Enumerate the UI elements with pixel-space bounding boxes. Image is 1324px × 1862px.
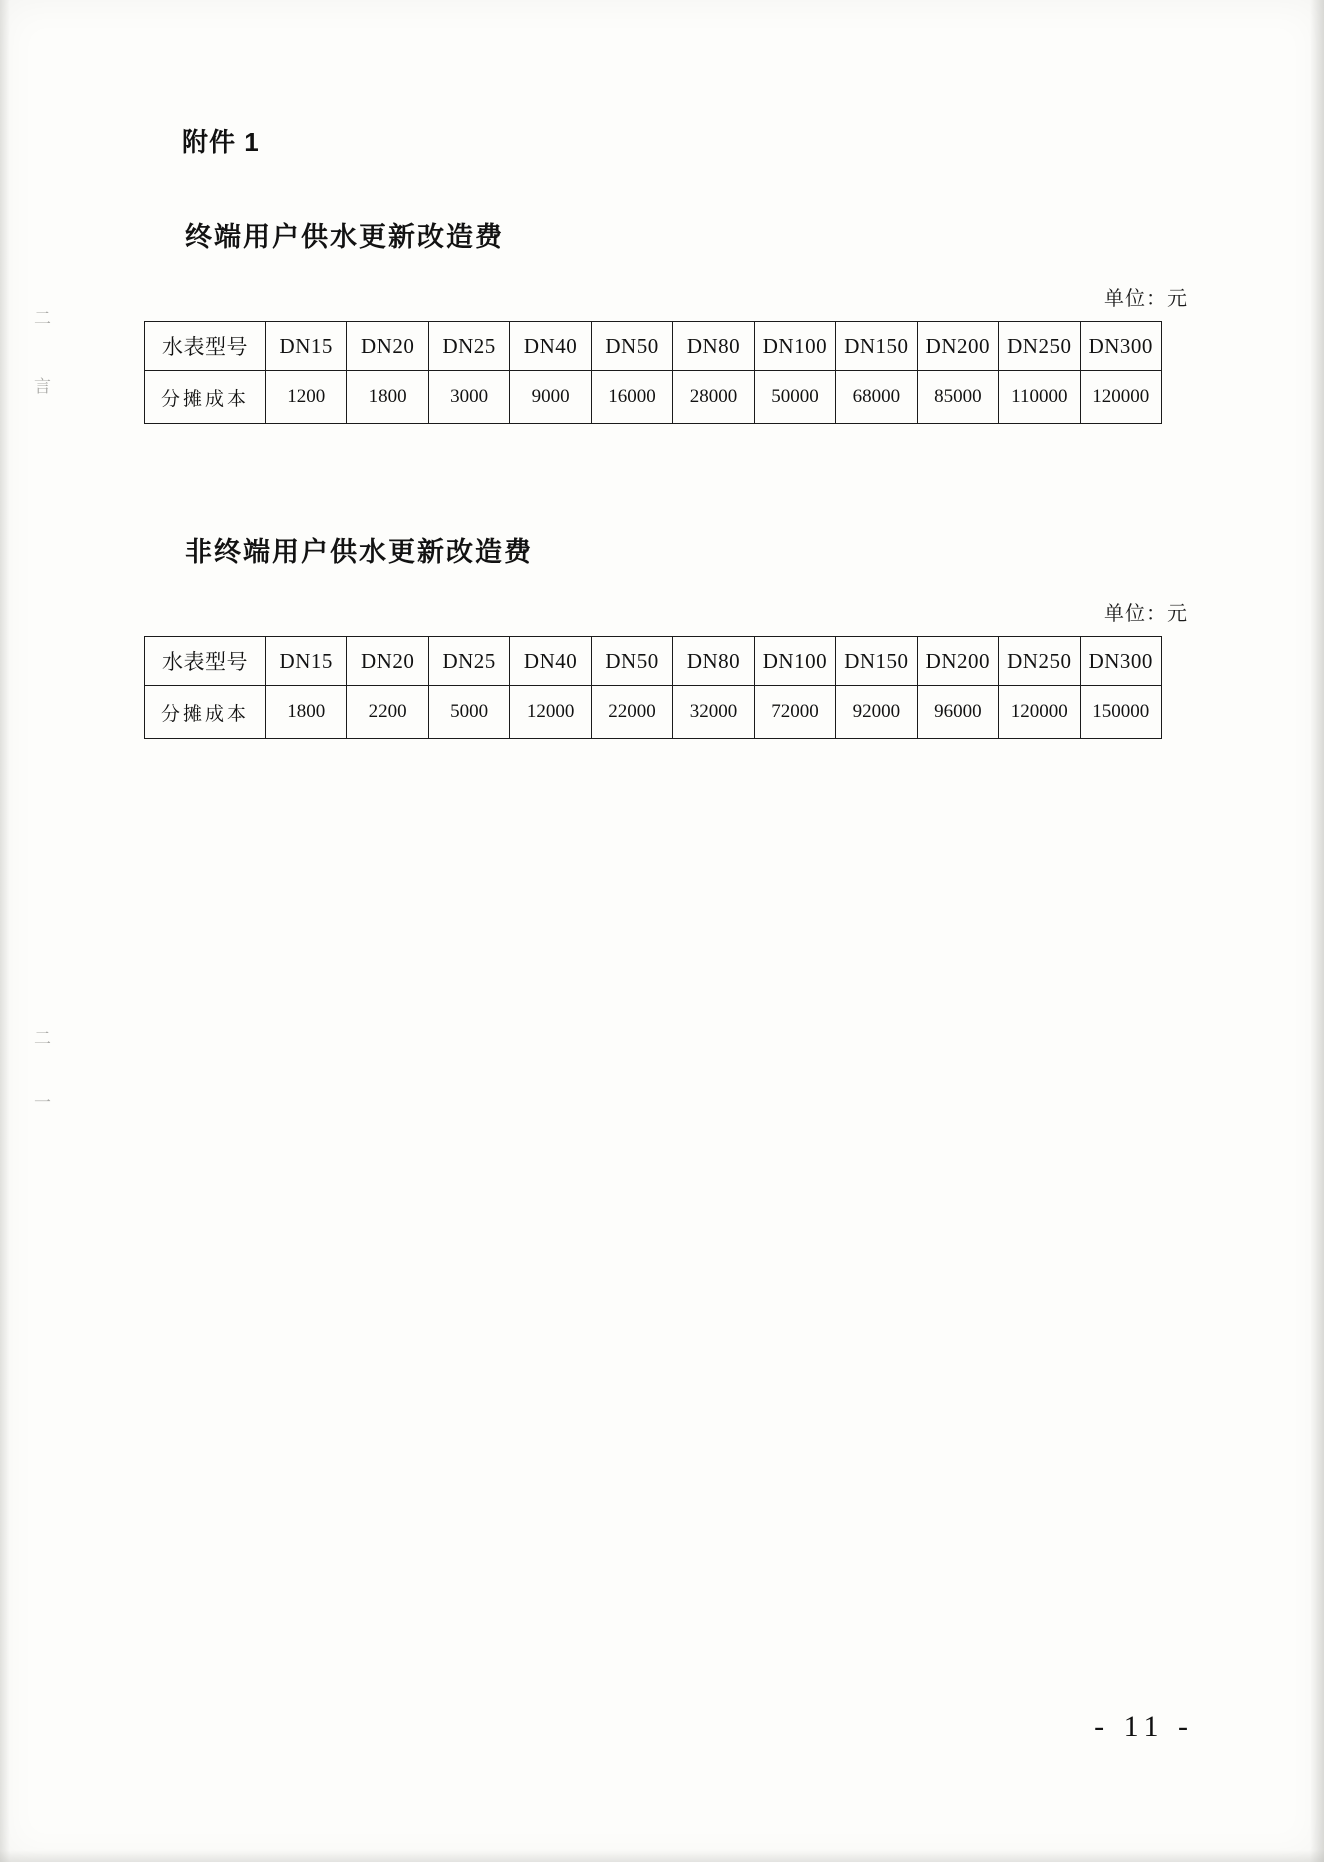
- column-header-cell: DN200: [917, 637, 998, 686]
- table-cell: 9000: [510, 371, 591, 424]
- column-header-cell: DN200: [917, 322, 998, 371]
- margin-artifact: 二: [34, 309, 51, 328]
- table-cell: 16000: [591, 371, 672, 424]
- table-cell: 2200: [347, 686, 428, 739]
- column-header-label: 水表型号: [145, 322, 266, 371]
- section-terminal-user: [140, 215, 1210, 424]
- column-header-cell: DN250: [999, 637, 1080, 686]
- column-header-cell: DN20: [347, 322, 428, 371]
- table-row: [145, 322, 1162, 371]
- table-cell: 5000: [428, 686, 509, 739]
- table-cell: 12000: [510, 686, 591, 739]
- section-title: 非终端用户供水更新改造费: [185, 537, 533, 567]
- column-header-cell: DN20: [347, 637, 428, 686]
- row-label: 分摊成本: [145, 686, 266, 739]
- column-header-cell: DN150: [836, 322, 917, 371]
- margin-artifact: 一: [34, 1093, 51, 1112]
- table-row: [145, 371, 1162, 424]
- unit-note: 单位：元: [1104, 288, 1188, 310]
- table-cell: 50000: [754, 371, 835, 424]
- column-header-cell: DN50: [591, 637, 672, 686]
- page-number: - 11 -: [1094, 1710, 1194, 1743]
- column-header-cell: DN25: [428, 637, 509, 686]
- table-cell: 120000: [999, 686, 1080, 739]
- column-header-cell: DN300: [1080, 322, 1161, 371]
- section-title: 终端用户供水更新改造费: [185, 222, 504, 252]
- column-header-cell: DN25: [428, 322, 509, 371]
- table-cell: 1800: [347, 371, 428, 424]
- table-cell: 96000: [917, 686, 998, 739]
- margin-artifact: 二: [34, 1029, 51, 1048]
- column-header-cell: DN15: [266, 322, 347, 371]
- page-edge-shadow-right: [1310, 0, 1324, 1862]
- table-cell: 85000: [917, 371, 998, 424]
- fee-table-terminal: [144, 321, 1162, 424]
- table-cell: 120000: [1080, 371, 1161, 424]
- column-header-cell: DN80: [673, 322, 754, 371]
- column-header-cell: DN100: [754, 322, 835, 371]
- fee-table-non-terminal: [144, 636, 1162, 739]
- table-cell: 150000: [1080, 686, 1161, 739]
- column-header-cell: DN50: [591, 322, 672, 371]
- table-cell: 3000: [428, 371, 509, 424]
- page-edge-shadow-left: [0, 0, 10, 1862]
- column-header-cell: DN100: [754, 637, 835, 686]
- column-header-cell: DN300: [1080, 637, 1161, 686]
- table-cell: 92000: [836, 686, 917, 739]
- margin-artifact: 言: [34, 377, 51, 396]
- table-cell: 1800: [266, 686, 347, 739]
- table-cell: 110000: [999, 371, 1080, 424]
- row-label: 分摊成本: [145, 371, 266, 424]
- column-header-cell: DN80: [673, 637, 754, 686]
- table-cell: 1200: [266, 371, 347, 424]
- table-cell: 32000: [673, 686, 754, 739]
- column-header-cell: DN40: [510, 322, 591, 371]
- table-cell: 22000: [591, 686, 672, 739]
- table-cell: 72000: [754, 686, 835, 739]
- table-row: [145, 686, 1162, 739]
- attachment-label: 附件 1: [182, 127, 260, 157]
- unit-note: 单位：元: [1104, 603, 1188, 625]
- table-cell: 28000: [673, 371, 754, 424]
- column-header-cell: DN40: [510, 637, 591, 686]
- column-header-cell: DN15: [266, 637, 347, 686]
- column-header-cell: DN250: [999, 322, 1080, 371]
- table-cell: 68000: [836, 371, 917, 424]
- page-edge-shadow-bottom: [0, 1850, 1324, 1862]
- section-non-terminal-user: [140, 530, 1210, 739]
- column-header-label: 水表型号: [145, 637, 266, 686]
- column-header-cell: DN150: [836, 637, 917, 686]
- table-row: [145, 637, 1162, 686]
